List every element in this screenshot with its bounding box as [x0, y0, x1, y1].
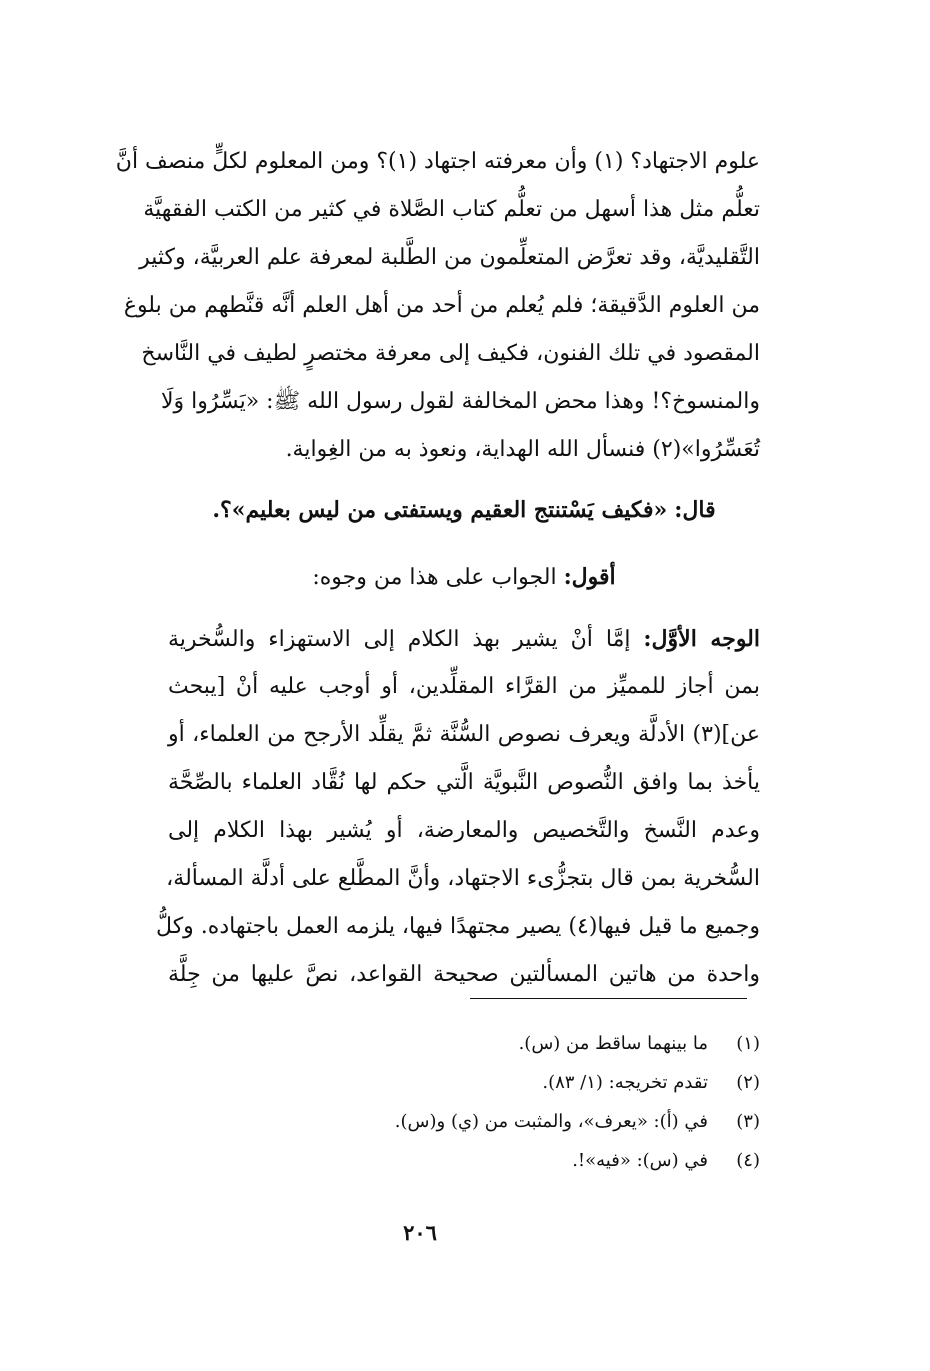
text-line: بمن أجاز للمميِّز من القرَّاء المقلِّدين، أو أوجب عليه أنْ [يبحث — [168, 674, 760, 699]
text-line: يأخذ بما وافق النُّصوص النَّبويَّة الَّتي حكم لها نُقَّاد العلماء بالصِّحَّة — [168, 770, 761, 795]
text-line: تعلُّم مثل هذا أسهل من تعلُّم كتاب الصَّلاة في كثير من الكتب الفقهيَّة — [143, 197, 760, 222]
footnote-item — [160, 1063, 760, 1102]
footnotes — [160, 1024, 760, 1180]
text-line: السُّخرية بمن قال بتجزُّىء الاجتهاد، وأنَّ المطَّلع على أدلَّة المسألة، — [166, 866, 760, 891]
quote-heading — [168, 486, 760, 534]
footnote-text: في (س): «فيه»!. — [572, 1150, 708, 1171]
footnote-number: (٤) — [736, 1150, 760, 1171]
footnote-separator — [470, 998, 747, 999]
quote-label: قال: — [674, 497, 716, 523]
paragraph-1 — [115, 138, 760, 474]
text-line: والمنسوخ؟! وهذا محض المخالفة لقول رسول الله ﷺ: «يَسِّرُوا وَلَا — [160, 389, 760, 414]
footnote-number: (٣) — [736, 1111, 760, 1132]
section-lead: الوجه الأوَّل: — [643, 626, 760, 652]
footnote-number: (٢) — [736, 1072, 760, 1093]
page-number: ٢٠٦ — [403, 1220, 437, 1245]
text-line: المقصود في تلك الفنون، فكيف إلى معرفة مختصرٍ لطيف في النَّاسخ — [141, 341, 760, 366]
reply-text: الجواب على هذا من وجوه: — [312, 565, 557, 590]
reply-heading — [168, 553, 760, 601]
footnote-item — [160, 1141, 760, 1180]
footnote-text: في (أ): «يعرف»، والمثبت من (ي) و(س). — [394, 1111, 708, 1132]
text-line: علوم الاجتهاد؟ (١) وأن معرفته اجتهاد (١)؟ ومن المعلوم لكلٍّ منصف أنَّ — [115, 149, 760, 174]
footnote-item — [160, 1024, 760, 1063]
text-line: التَّقليديَّة، وقد تعرَّض المتعلِّمون من الطَّلبة لمعرفة علم العربيَّة، وكثير — [139, 245, 760, 270]
text-line — [168, 615, 760, 663]
footnote-text: ما بينهما ساقط من (س). — [518, 1033, 708, 1054]
text-line: من العلوم الدَّقيقة؛ فلم يُعلم من أحد من أهل العلم أنَّه قنَّطهم من بلوغ — [123, 293, 760, 318]
text-line: وعدم النَّسخ والتَّخصيص والمعارضة، أو يُشير بهذا الكلام إلى — [168, 818, 760, 843]
reply-label: أقول: — [563, 564, 616, 590]
quote-text: «فكيف يَسْتنتج العقيم ويستفتى من ليس بعليم»؟. — [212, 497, 668, 523]
footnote-item — [160, 1102, 760, 1141]
reply-line — [168, 553, 760, 601]
paragraph-2 — [156, 615, 761, 999]
text-line: واحدة من هاتين المسألتين صحيحة القواعد، نصَّ عليها من جِلَّة — [168, 962, 760, 987]
quote-line — [168, 486, 760, 534]
footnote-number: (١) — [736, 1033, 760, 1054]
text-line-rest: إمَّا أنْ يشير بهذ الكلام إلى الاستهزاء والسُّخرية — [168, 627, 631, 652]
text-line: تُعَسِّرُوا»(٢) فنسأل الله الهداية، ونعوذ به من الغِواية. — [285, 437, 760, 462]
text-line: عن](٣) الأدلَّة ويعرف نصوص السُّنَّة ثمَّ يقلِّد الأرجح من العلماء، أو — [168, 722, 760, 747]
footnote-text: تقدم تخريجه: (١/ ٨٣). — [542, 1072, 708, 1093]
text-line: وجميع ما قيل فيها(٤) يصير مجتهدًا فيها، يلزمه العمل باجتهاده. وكلُّ — [156, 914, 760, 939]
